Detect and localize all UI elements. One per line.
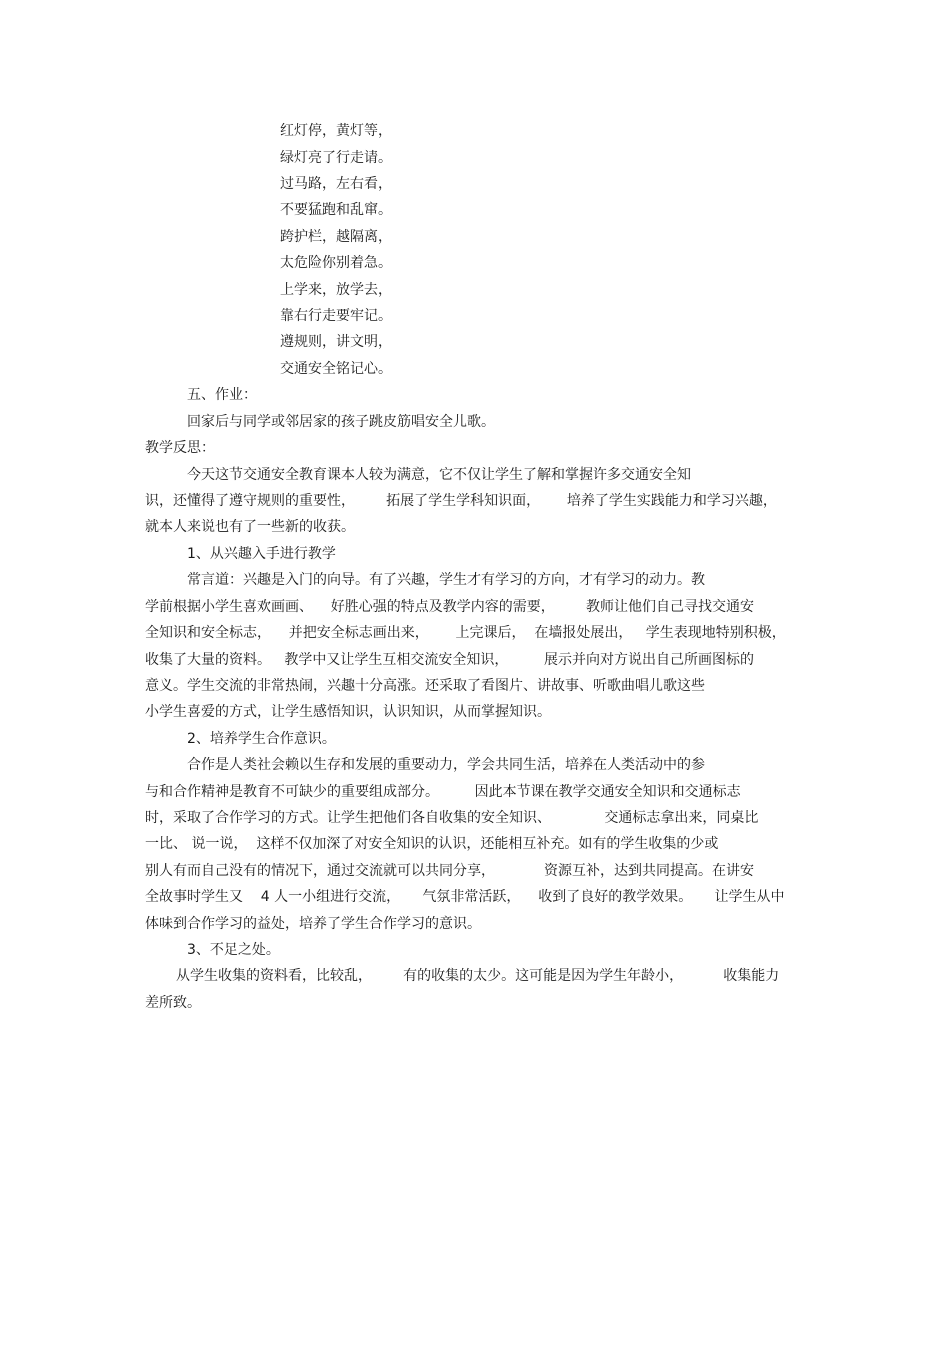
paragraph-line: 一比、 说一说， 这样不仅加深了对安全知识的认识，还能相互补充。如有的学生收集的少或: [145, 836, 719, 852]
paragraph-line: 体味到合作学习的益处，培养了学生合作学习的意识。: [145, 916, 481, 932]
paragraph-line: 学前根据小学生喜欢画画、 好胜心强的特点及教学内容的需要， 教师让他们自己寻找交通安: [145, 599, 754, 615]
paragraph-line: 全知识和安全标志， 并把安全标志画出来， 上完课后， 在墙报处展出， 学生表现地特别积极，: [145, 625, 786, 641]
poem-line: 绿灯亮了行走请。: [280, 150, 392, 166]
poem-line: 靠右行走要牢记。: [280, 308, 392, 324]
paragraph-line: 意义。学生交流的非常热闹，兴趣十分高涨。还采取了看图片、讲故事、听歌曲唱儿歌这些: [145, 678, 705, 694]
paragraph-line: 就本人来说也有了一些新的收获。: [145, 519, 355, 535]
paragraph-line: 全故事时学生又 4 人一小组进行交流， 气氛非常活跃， 收到了良好的教学效果。 让学生从中: [145, 889, 785, 905]
paragraph-line: 小学生喜爱的方式，让学生感悟知识，认识知识，从而掌握知识。: [145, 704, 551, 720]
paragraph-line: 差所致。: [145, 995, 201, 1011]
section-heading: 1、从兴趣入手进行教学: [187, 546, 336, 562]
section-heading: 3、不足之处。: [187, 942, 280, 958]
poem-line: 过马路，左右看，: [280, 176, 392, 192]
paragraph-line: 与和合作精神是教育不可缺少的重要组成部分。 因此本节课在教学交通安全知识和交通标志: [145, 784, 741, 800]
homework-heading: 五、作业：: [187, 387, 257, 403]
poem-line: 红灯停，黄灯等，: [280, 123, 392, 139]
paragraph-line: 时，采取了合作学习的方式。让学生把他们各自收集的安全知识、 交通标志拿出来，同桌比: [145, 810, 759, 826]
reflection-heading: 教学反思：: [145, 440, 215, 456]
paragraph-line: 常言道：兴趣是入门的向导。有了兴趣，学生才有学习的方向，才有学习的动力。教: [187, 572, 705, 588]
poem-line: 跨护栏，越隔离，: [280, 229, 392, 245]
section-heading: 2、培养学生合作意识。: [187, 731, 336, 747]
poem-line: 遵规则，讲文明，: [280, 334, 392, 350]
paragraph-line: 识，还懂得了遵守规则的重要性， 拓展了学生学科知识面， 培养了学生实践能力和学习兴趣，: [145, 493, 777, 509]
paragraph-line: 今天这节交通安全教育课本人较为满意，它不仅让学生了解和掌握许多交通安全知: [187, 467, 691, 483]
poem-line: 上学来，放学去，: [280, 282, 392, 298]
homework-text: 回家后与同学或邻居家的孩子跳皮筋唱安全儿歌。: [187, 414, 495, 430]
poem-line: 交通安全铭记心。: [280, 361, 392, 377]
poem-line: 太危险你别着急。: [280, 255, 392, 271]
poem-line: 不要猛跑和乱窜。: [280, 202, 392, 218]
paragraph-line: 合作是人类社会赖以生存和发展的重要动力，学会共同生活，培养在人类活动中的参: [187, 757, 705, 773]
paragraph-line: 别人有而自己没有的情况下，通过交流就可以共同分享， 资源互补，达到共同提高。在讲安: [145, 863, 754, 879]
paragraph-line: 收集了大量的资料。 教学中又让学生互相交流安全知识， 展示并向对方说出自己所画图标的: [145, 652, 754, 668]
paragraph-line: 从学生收集的资料看，比较乱， 有的收集的太少。这可能是因为学生年龄小， 收集能力: [176, 968, 780, 984]
